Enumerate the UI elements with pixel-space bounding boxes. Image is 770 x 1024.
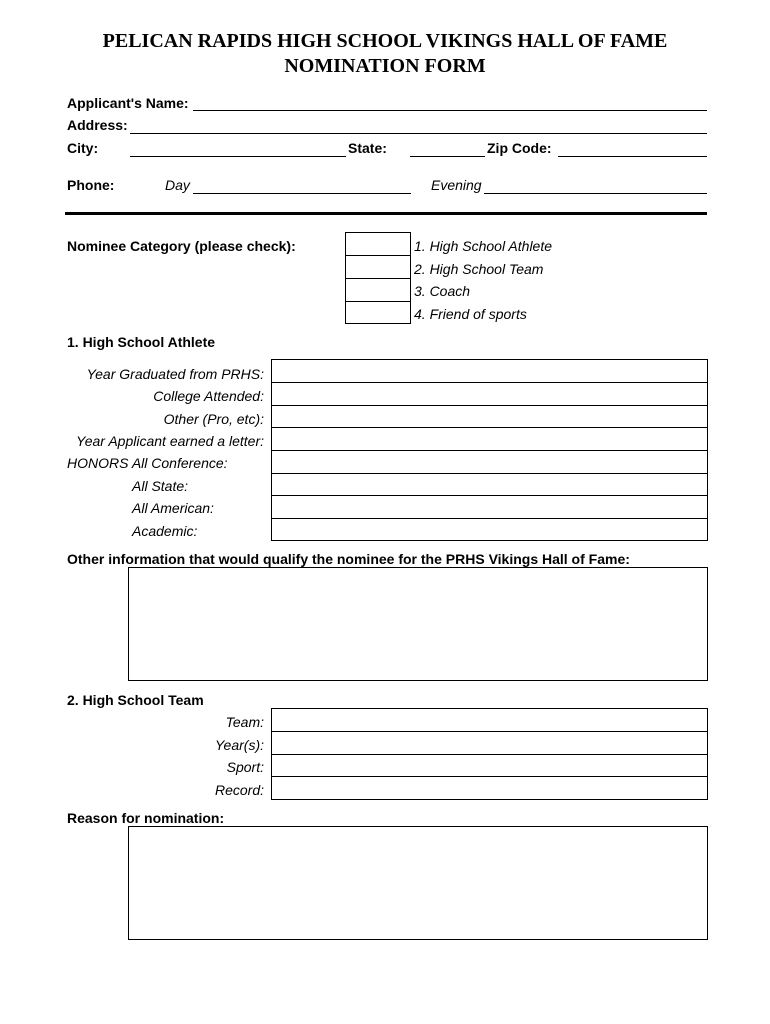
sport-label: Sport: bbox=[226, 759, 264, 775]
category-checkbox-athlete[interactable] bbox=[345, 232, 411, 256]
college-attended-field[interactable] bbox=[271, 382, 708, 406]
form-title-line2: NOMINATION FORM bbox=[284, 55, 486, 77]
category-label: Nominee Category (please check): bbox=[67, 238, 296, 254]
year-graduated-field[interactable] bbox=[271, 359, 708, 383]
category-option-athlete: 1. High School Athlete bbox=[414, 238, 553, 254]
athlete-section-heading: 1. High School Athlete bbox=[67, 334, 216, 350]
category-option-friend: 4. Friend of sports bbox=[414, 306, 527, 322]
state-label: State: bbox=[348, 140, 387, 156]
city-field[interactable] bbox=[130, 156, 346, 157]
reason-label: Reason for nomination: bbox=[67, 810, 225, 826]
years-field[interactable] bbox=[271, 731, 708, 755]
zip-field[interactable] bbox=[558, 156, 707, 157]
team-field[interactable] bbox=[271, 708, 708, 732]
other-info-textarea[interactable] bbox=[128, 567, 708, 681]
form-title-line1: PELICAN RAPIDS HIGH SCHOOL VIKINGS HALL OF FAME bbox=[102, 30, 668, 52]
phone-evening-label: Evening bbox=[431, 177, 482, 193]
college-attended-label: College Attended: bbox=[153, 388, 264, 404]
years-label: Year(s): bbox=[214, 737, 264, 753]
honors-all-conference-label: HONORS All Conference: bbox=[67, 455, 228, 471]
city-label: City: bbox=[67, 140, 99, 156]
state-field[interactable] bbox=[410, 156, 485, 157]
category-option-team: 2. High School Team bbox=[414, 261, 544, 277]
team-label: Team: bbox=[225, 714, 264, 730]
category-checkbox-coach[interactable] bbox=[345, 278, 411, 302]
year-letter-label: Year Applicant earned a letter: bbox=[76, 433, 264, 449]
other-info-label: Other information that would qualify the nominee for the PRHS Vikings Hall of Fame: bbox=[67, 551, 630, 567]
phone-evening-field[interactable] bbox=[484, 193, 707, 194]
all-state-field[interactable] bbox=[271, 473, 708, 496]
section-divider bbox=[65, 212, 707, 215]
phone-day-field[interactable] bbox=[193, 193, 411, 194]
all-american-label: All American: bbox=[132, 500, 214, 516]
all-state-label: All State: bbox=[132, 478, 189, 494]
applicant-name-label: Applicant's Name: bbox=[67, 95, 189, 111]
academic-field[interactable] bbox=[271, 518, 708, 541]
record-label: Record: bbox=[214, 782, 264, 798]
phone-label: Phone: bbox=[67, 177, 115, 193]
sport-field[interactable] bbox=[271, 754, 708, 777]
category-checkbox-friend[interactable] bbox=[345, 301, 411, 324]
other-pro-field[interactable] bbox=[271, 405, 708, 428]
record-field[interactable] bbox=[271, 776, 708, 800]
phone-day-label: Day bbox=[165, 177, 190, 193]
year-letter-field[interactable] bbox=[271, 427, 708, 451]
zip-label: Zip Code: bbox=[487, 140, 552, 156]
honors-all-conference-field[interactable] bbox=[271, 450, 708, 474]
all-american-field[interactable] bbox=[271, 495, 708, 519]
applicant-name-field[interactable] bbox=[193, 110, 707, 111]
other-pro-label: Other (Pro, etc): bbox=[163, 411, 264, 427]
academic-label: Academic: bbox=[132, 523, 198, 539]
address-field[interactable] bbox=[130, 133, 707, 134]
reason-textarea[interactable] bbox=[128, 826, 708, 940]
category-option-coach: 3. Coach bbox=[414, 283, 471, 299]
team-section-heading: 2. High School Team bbox=[67, 692, 204, 708]
address-label: Address: bbox=[67, 117, 128, 133]
category-checkbox-team[interactable] bbox=[345, 255, 411, 279]
year-graduated-label: Year Graduated from PRHS: bbox=[86, 366, 264, 382]
